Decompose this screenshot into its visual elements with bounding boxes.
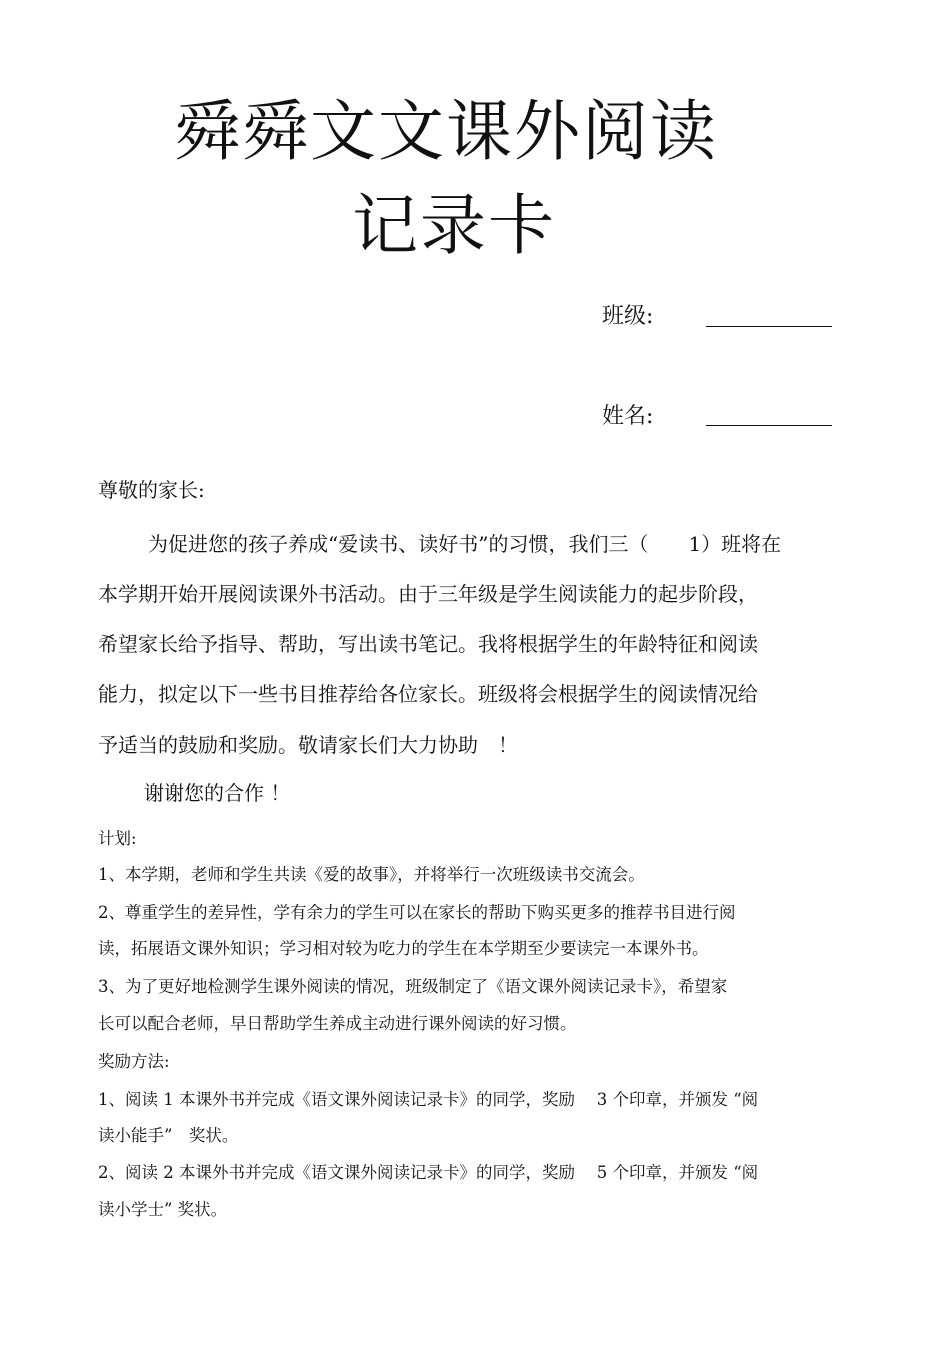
plan-line: 读，拓展语文课外知识；学习相对较为吃力的学生在本学期至少要读完一本课外书。 <box>98 939 709 958</box>
letter-greeting: 尊敬的家长: <box>98 478 205 502</box>
page-title: 舜舜文文课外阅读 <box>174 93 718 170</box>
letter-thanks: 谢谢您的合作 ！ <box>144 781 291 805</box>
plan-line: 2、尊重学生的差异性，学有余力的学生可以在家长的帮助下购买更多的推荐书目进行阅 <box>98 903 736 922</box>
reward-line: 1、阅读 1 本课外书并完成《语文课外阅读记录卡》的同学，奖励 3 个印章，并颁发 “阅 <box>98 1090 759 1109</box>
reward-line: 读小能手” 奖状。 <box>98 1126 239 1145</box>
reward-line: 读小学士” 奖状。 <box>98 1200 228 1219</box>
name-blank-line <box>706 425 832 426</box>
class-blank-line <box>706 326 832 327</box>
reward-heading: 奖励方法: <box>98 1052 170 1071</box>
plan-line: 3、为了更好地检测学生课外阅读的情况，班级制定了《语文课外阅读记录卡》，希望家 <box>98 977 728 996</box>
name-label: 姓名: <box>602 404 654 429</box>
letter-line: 希望家长给予指导、帮助，写出读书笔记。我将根据学生的年龄特征和阅读 <box>98 632 758 656</box>
letter-line: 本学期开始开展阅读课外书活动。由于三年级是学生阅读能力的起步阶段， <box>98 582 758 606</box>
plan-line: 长可以配合老师，早日帮助学生养成主动进行课外阅读的好习惯。 <box>98 1014 577 1033</box>
plan-heading: 计划: <box>98 829 137 848</box>
letter-line: 为促进您的孩子养成“爱读书、读好书”的习惯，我们三（ 1）班将在 <box>148 532 782 556</box>
letter-line: 予适当的鼓励和奖励。敬请家长们大力协助 ！ <box>98 733 518 757</box>
reward-line: 2、阅读 2 本课外书并完成《语文课外阅读记录卡》的同学，奖励 5 个印章，并颁发 “阅 <box>98 1163 759 1182</box>
class-label: 班级: <box>602 304 654 329</box>
plan-line: 1、本学期，老师和学生共读《爱的故事》，并将举行一次班级读书交流会。 <box>98 865 645 884</box>
page-subtitle: 记录卡 <box>352 187 556 264</box>
letter-line: 能力，拟定以下一些书目推荐给各位家长。班级将会根据学生的阅读情况给 <box>98 682 758 706</box>
